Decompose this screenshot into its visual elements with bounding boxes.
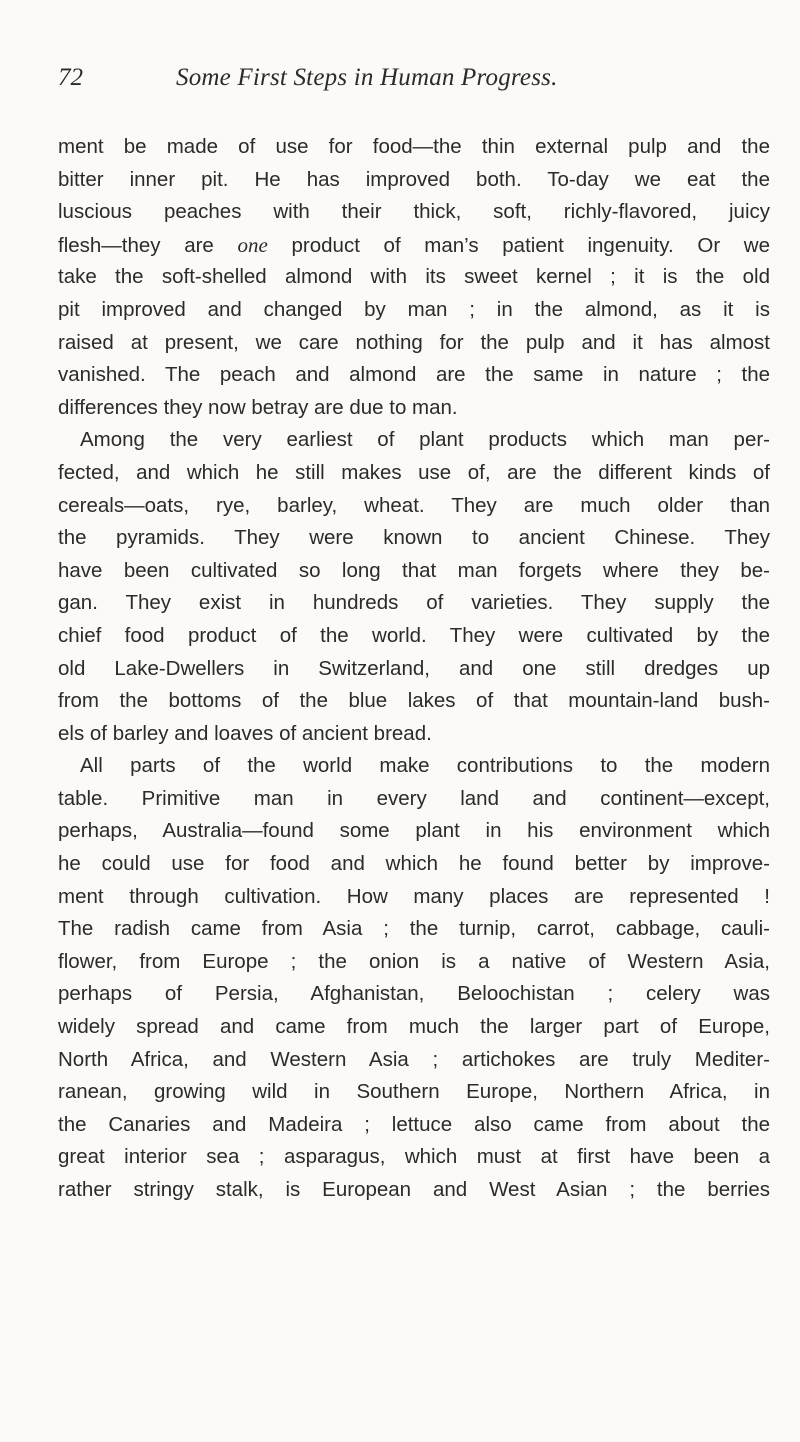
text-line: differences they now betray are due to man. [58, 395, 458, 419]
text-line: North Africa, and Western Asia ; artichokes are truly Mediter- [58, 1047, 770, 1071]
text-line: great interior sea ; asparagus, which must at first have been a [58, 1145, 770, 1169]
text-line: the pyramids. They were known to ancient Chinese. They [58, 526, 770, 550]
text-line: table. Primitive man in every land and continent—except, [58, 786, 770, 810]
text-line: The radish came from Asia ; the turnip, carrot, cabbage, cauli- [58, 917, 770, 941]
text-line: bitter inner pit. He has improved both. To-day we eat the [58, 167, 770, 191]
text-line: ment through cultivation. How many places are represented ! [58, 884, 770, 908]
text-line: vanished. The peach and almond are the same in nature ; the [58, 363, 770, 387]
text-segment: flesh—they are [58, 233, 214, 257]
text-line: flower, from Europe ; the onion is a native of Western Asia, [58, 949, 770, 973]
text-line: old Lake-Dwellers in Switzerland, and one still dredges up [58, 656, 770, 680]
page-number: 72 [58, 64, 83, 91]
text-line: All parts of the world make contributions to the modern [80, 754, 770, 778]
text-line: cereals—oats, rye, barley, wheat. They are much older than [58, 493, 770, 517]
text-line: gan. They exist in hundreds of varieties. They supply the [58, 591, 770, 615]
text-line: Among the very earliest of plant products which man per- [80, 428, 770, 452]
text-line: from the bottoms of the blue lakes of that mountain-land bush- [58, 689, 770, 713]
text-line: take the soft-shelled almond with its sweet kernel ; it is the old [58, 265, 770, 289]
text-line: chief food product of the world. They were cultivated by the [58, 623, 770, 647]
running-title: Some First Steps in Human Progress. [176, 64, 558, 91]
text-segment: product of man’s patient ingenuity. Or we [291, 233, 771, 257]
text-line: widely spread and came from much the larger part of Europe, [58, 1015, 770, 1039]
text-line: fected, and which he still makes use of, are the different kinds of [58, 460, 770, 484]
text-line: luscious peaches with their thick, soft, richly-flavored, juicy [58, 200, 770, 224]
text-line: raised at present, we care nothing for the pulp and it has almost [58, 330, 770, 354]
text-line [58, 229, 770, 262]
running-head [58, 62, 758, 102]
text-line: ranean, growing wild in Southern Europe, Northern Africa, in [58, 1080, 770, 1104]
body-text [58, 131, 770, 1207]
text-line: perhaps, Australia—found some plant in his environment which [58, 819, 770, 843]
text-line: the Canaries and Madeira ; lettuce also came from about the [58, 1112, 770, 1136]
text-line: pit improved and changed by man ; in the almond, as it is [58, 297, 770, 321]
emphasized-word: one [237, 232, 268, 257]
text-line: he could use for food and which he found better by improve- [58, 852, 770, 876]
text-line: have been cultivated so long that man forgets where they be- [58, 558, 770, 582]
text-line: els of barley and loaves of ancient bread. [58, 721, 432, 745]
text-line: rather stringy stalk, is European and West Asian ; the berries [58, 1178, 770, 1201]
text-line: perhaps of Persia, Afghanistan, Beloochistan ; celery was [58, 982, 770, 1006]
text-line: ment be made of use for food—the thin external pulp and the [58, 135, 770, 158]
